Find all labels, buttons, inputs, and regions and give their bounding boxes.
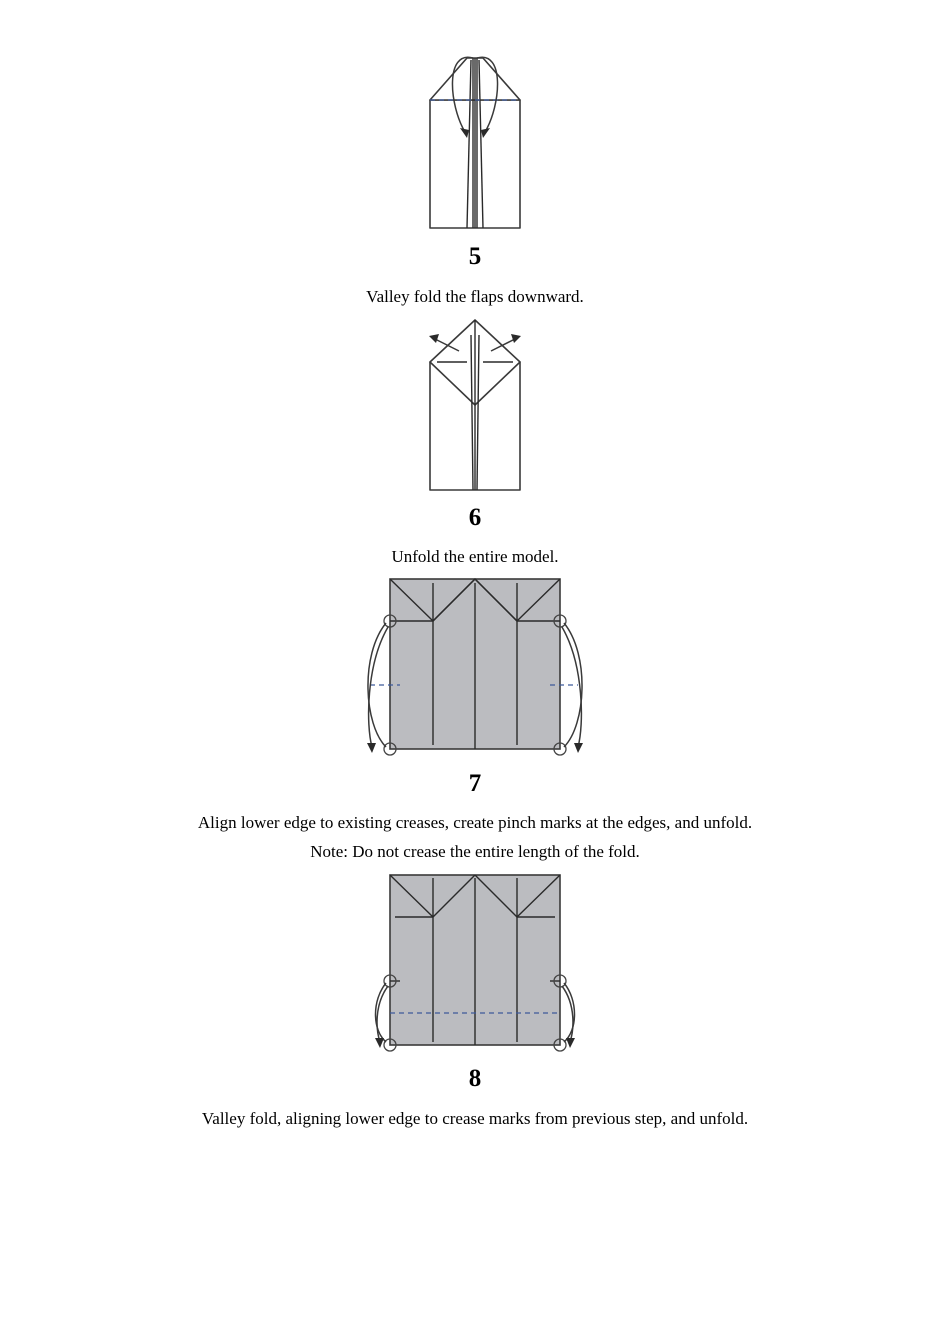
fold-arrows-right xyxy=(562,623,583,753)
step-caption: Unfold the entire model. xyxy=(391,547,559,566)
step-number: 5 xyxy=(468,243,482,270)
step-number: 7 xyxy=(468,770,482,797)
step-note: Note: Do not crease the entire length of the fold. xyxy=(310,842,640,861)
step-number: 8 xyxy=(468,1065,482,1092)
unfolded-sheet xyxy=(390,875,560,1045)
fold-arrows-left xyxy=(375,983,388,1048)
fold-arrows-left xyxy=(367,623,388,753)
step-8-diagram xyxy=(360,870,590,1060)
step-caption: Valley fold the flaps downward. xyxy=(366,287,584,306)
fold-arrows-right xyxy=(562,983,575,1048)
step-5-diagram xyxy=(415,50,535,235)
unfolded-sheet xyxy=(390,579,560,749)
step-caption: Valley fold, aligning lower edge to crease marks from previous step, and unfold. xyxy=(201,1109,749,1128)
step-7-diagram xyxy=(360,575,590,765)
step-number: 6 xyxy=(468,504,482,531)
folded-model xyxy=(430,58,520,228)
step-6-diagram xyxy=(415,315,535,495)
step-caption: Align lower edge to existing creases, create pinch marks at the edges, and unfold. xyxy=(197,813,753,832)
folded-model xyxy=(430,320,520,490)
